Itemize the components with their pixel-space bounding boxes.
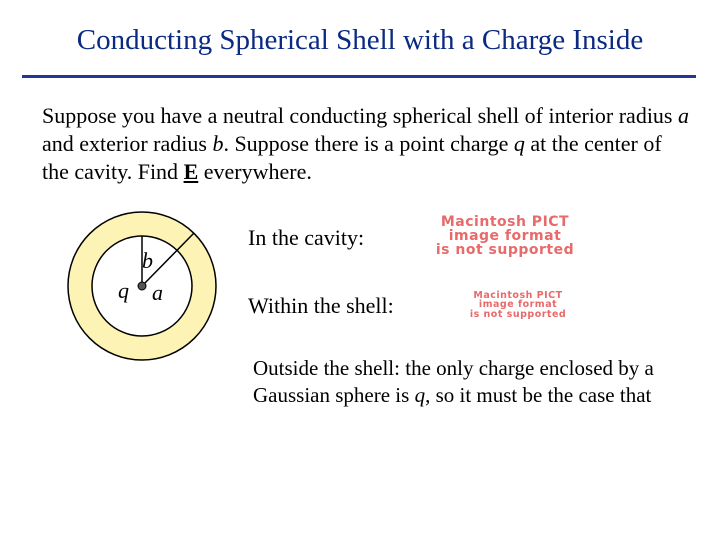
intro-text-2: and exterior radius bbox=[42, 131, 213, 156]
point-charge-dot bbox=[138, 282, 146, 290]
label-q: q bbox=[118, 278, 129, 303]
pict-2-line1: Macintosh PICT bbox=[473, 289, 563, 301]
label-a: a bbox=[152, 280, 163, 305]
intro-text-3: . Suppose there is a point charge bbox=[223, 131, 514, 156]
intro-text-4: at the center of the cavity. Find bbox=[42, 131, 662, 184]
outside-var-q: q bbox=[414, 383, 426, 407]
slide-title: Conducting Spherical Shell with a Charge Inside bbox=[76, 24, 644, 56]
shell-diagram-svg bbox=[62, 208, 222, 368]
pict-1-line1: Macintosh PICT bbox=[440, 214, 570, 230]
intro-text-1: Suppose you have a neutral conducting spherical shell of interior radius bbox=[42, 103, 678, 128]
label-b: b bbox=[142, 248, 153, 273]
shell-diagram bbox=[62, 208, 222, 368]
intro-var-E: E bbox=[183, 159, 199, 184]
intro-var-q: q bbox=[513, 131, 525, 156]
intro-var-b: b bbox=[212, 131, 224, 156]
within-shell-label: Within the shell: bbox=[248, 293, 394, 318]
pict-placeholder-2 bbox=[420, 289, 616, 320]
intro-text-5: everywhere. bbox=[198, 159, 312, 184]
intro-paragraph bbox=[42, 102, 692, 186]
pict-1-line2: image format bbox=[448, 228, 562, 244]
in-cavity-label: In the cavity: bbox=[248, 225, 365, 250]
pict-placeholder-1 bbox=[385, 216, 625, 256]
pict-1-line3: is not supported bbox=[435, 242, 575, 258]
outside-text-1: Outside the shell: the only charge enclosed by a Gaussian sphere is bbox=[253, 356, 654, 407]
outside-text-2: , so it must be the case that bbox=[425, 383, 652, 407]
outside-paragraph bbox=[253, 355, 693, 409]
intro-var-a: a bbox=[678, 103, 689, 128]
pict-2-line2: image format bbox=[478, 299, 558, 311]
title-divider bbox=[22, 75, 696, 78]
pict-2-line3: is not supported bbox=[469, 308, 567, 320]
